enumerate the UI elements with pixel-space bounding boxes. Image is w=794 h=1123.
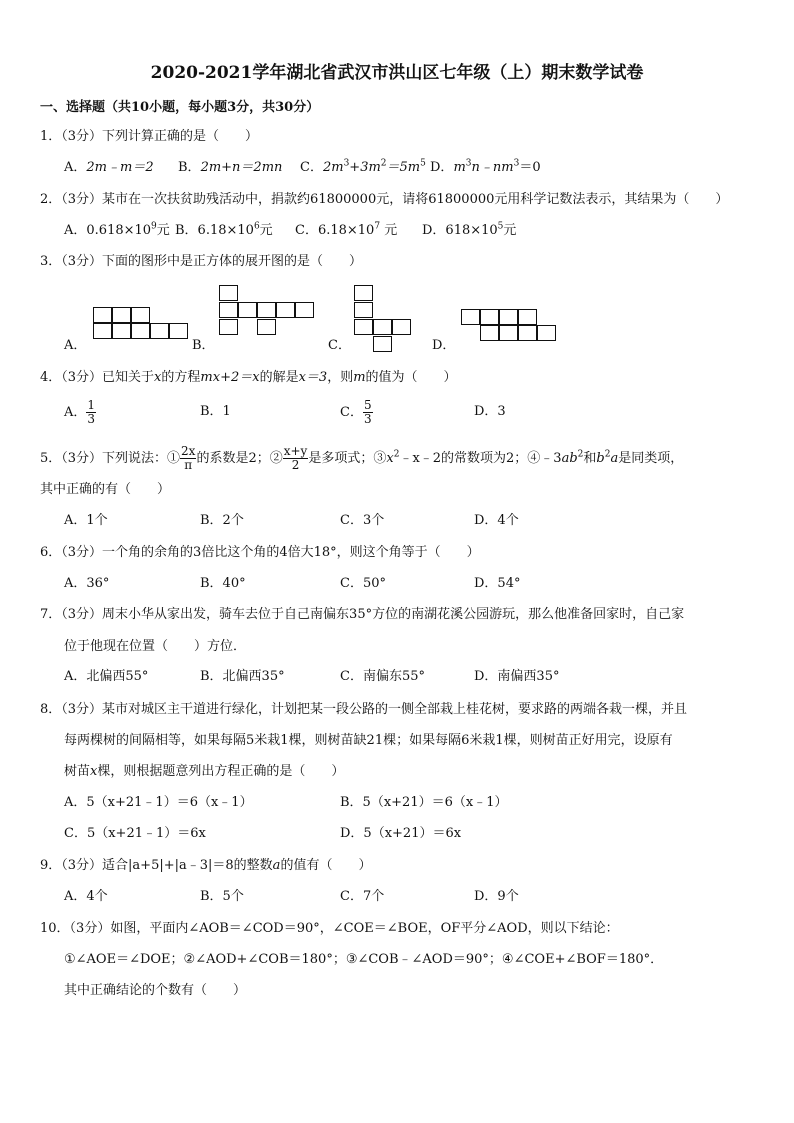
q8-option-d: D．5（x+21）＝6x (340, 826, 462, 841)
q7-option-a: A．北偏西55° (64, 669, 149, 684)
page-title: 2020-2021学年湖北省武汉市洪山区七年级（上）期末数学试卷 (150, 63, 644, 83)
q6-option-c: C．50° (340, 576, 386, 591)
question-5-line-2: 其中正确的有（ ） (40, 482, 171, 497)
q5-option-a: A．1个 (64, 513, 108, 528)
q5-option-b: B．2个 (200, 513, 244, 528)
q3-option-a-label: A． (64, 338, 87, 353)
q1-option-d: D．$m^3n﹣nm^3=0$ (430, 158, 541, 175)
question-10-line-1: 10．（3分）如图，平面内∠AOB＝∠COD＝90°，∠COE＝∠BOE，OF平分∠AOD，则以下结论： (40, 921, 619, 936)
q9-option-c: C．7个 (340, 889, 385, 904)
question-6-stem: 6．（3分）一个角的余角的3倍比这个角的4倍大18°，则这个角等于（ ） (40, 545, 480, 560)
q3-option-d-label: D． (432, 338, 456, 353)
q9-option-d: D．9个 (474, 889, 519, 904)
question-1-stem: 1．（3分）下列计算正确的是（ ） (40, 129, 259, 144)
q2-option-a: A．$0.618\times 10^9$元 (64, 221, 170, 238)
q1-option-c: C．$2m^3+3m^2=5m^5$ (300, 158, 426, 175)
q5-option-d: D．4个 (474, 513, 519, 528)
q6-option-d: D．54° (474, 576, 521, 591)
q1-option-a: A．2m﹣m＝2 (64, 160, 154, 175)
q9-option-a: A．4个 (64, 889, 108, 904)
q2-option-d: D．$618\times 10^5$元 (422, 221, 517, 238)
question-10-line-2: ①∠AOE＝∠DOE；②∠AOD+∠COB＝180°；③∠COB﹣∠AOD＝90°；④∠COE+∠BOF＝180°． (64, 952, 664, 967)
question-8-line-1: 8．（3分）某市对城区主干道进行绿化，计划把某一段公路的一侧全部栽上桂花树，要求路的两端各栽一棵，并且 (40, 702, 688, 717)
q8-option-c: C．5（x+21﹣1）＝6x (64, 826, 206, 841)
q4-option-d: D．3 (474, 404, 506, 419)
q7-option-c: C．南偏东55° (340, 669, 425, 684)
q6-option-b: B．40° (200, 576, 246, 591)
section-heading: 一、选择题（共10小题，每小题3分，共30分） (40, 100, 320, 115)
q2-option-b: B．$6.18\times 10^6$元 (175, 221, 273, 238)
q4-option-a: A． $\frac{1}{3}$ (64, 398, 96, 426)
question-7-line-2: 位于他现在位置（ ）方位． (64, 639, 247, 654)
question-10-line-3: 其中正确结论的个数有（ ） (64, 983, 247, 998)
q6-option-a: A．36° (64, 576, 110, 591)
question-8-line-2: 每两棵树的间隔相等，如果每隔5米栽1棵，则树苗缺21棵；如果每隔6米栽1棵，则树苗正好用完，设原有 (64, 733, 673, 748)
question-7-line-1: 7．（3分）周末小华从家出发，骑车去位于自己南偏东35°方位的南湖花溪公园游玩，那么他准备回家时，自己家 (40, 607, 685, 622)
question-3-stem: 3．（3分）下面的图形中是正方体的展开图的是（ ） (40, 254, 363, 269)
q7-option-b: B．北偏西35° (200, 669, 285, 684)
question-2-stem: 2．（3分）某市在一次扶贫助残活动中，捐款约61800000元，请将61800000元用科学记数法表示，其结果为（ ） (40, 192, 729, 207)
question-9-stem: 9．（3分）适合|a+5|+|a﹣3|＝8的整数a的值有（ ） (40, 858, 372, 873)
q3-option-b-label: B． (192, 338, 215, 353)
q1-option-b: B．2m+n＝2mn (178, 160, 283, 175)
q5-option-c: C．3个 (340, 513, 385, 528)
q3-option-c-label: C． (328, 338, 351, 353)
q7-option-d: D．南偏西35° (474, 669, 560, 684)
question-8-line-3: 树苗x棵，则根据题意列出方程正确的是（ ） (64, 764, 345, 779)
q2-option-c: C．$6.18\times 10^7$ 元 (295, 221, 398, 238)
question-4-stem: 4．（3分）已知关于x的方程mx+2＝x的解是x＝3，则m的值为（ ） (40, 370, 457, 385)
q4-option-c: C． $\frac{5}{3}$ (340, 398, 372, 426)
q9-option-b: B．5个 (200, 889, 244, 904)
q4-option-b: B．1 (200, 404, 231, 419)
q8-option-b: B．5（x+21）＝6（x﹣1） (340, 795, 508, 810)
q8-option-a: A．5（x+21﹣1）＝6（x﹣1） (64, 795, 253, 810)
question-5-stem: 5．（3分）下列说法：① $\frac{2x}{\pi}$ 的系数是2；② $\frac{x+y}{2}$ 是多项式；$③x^2﹣x﹣2$的常数项为2；$④﹣3ab^2$和$b^2a$是同类项， (40, 444, 684, 472)
